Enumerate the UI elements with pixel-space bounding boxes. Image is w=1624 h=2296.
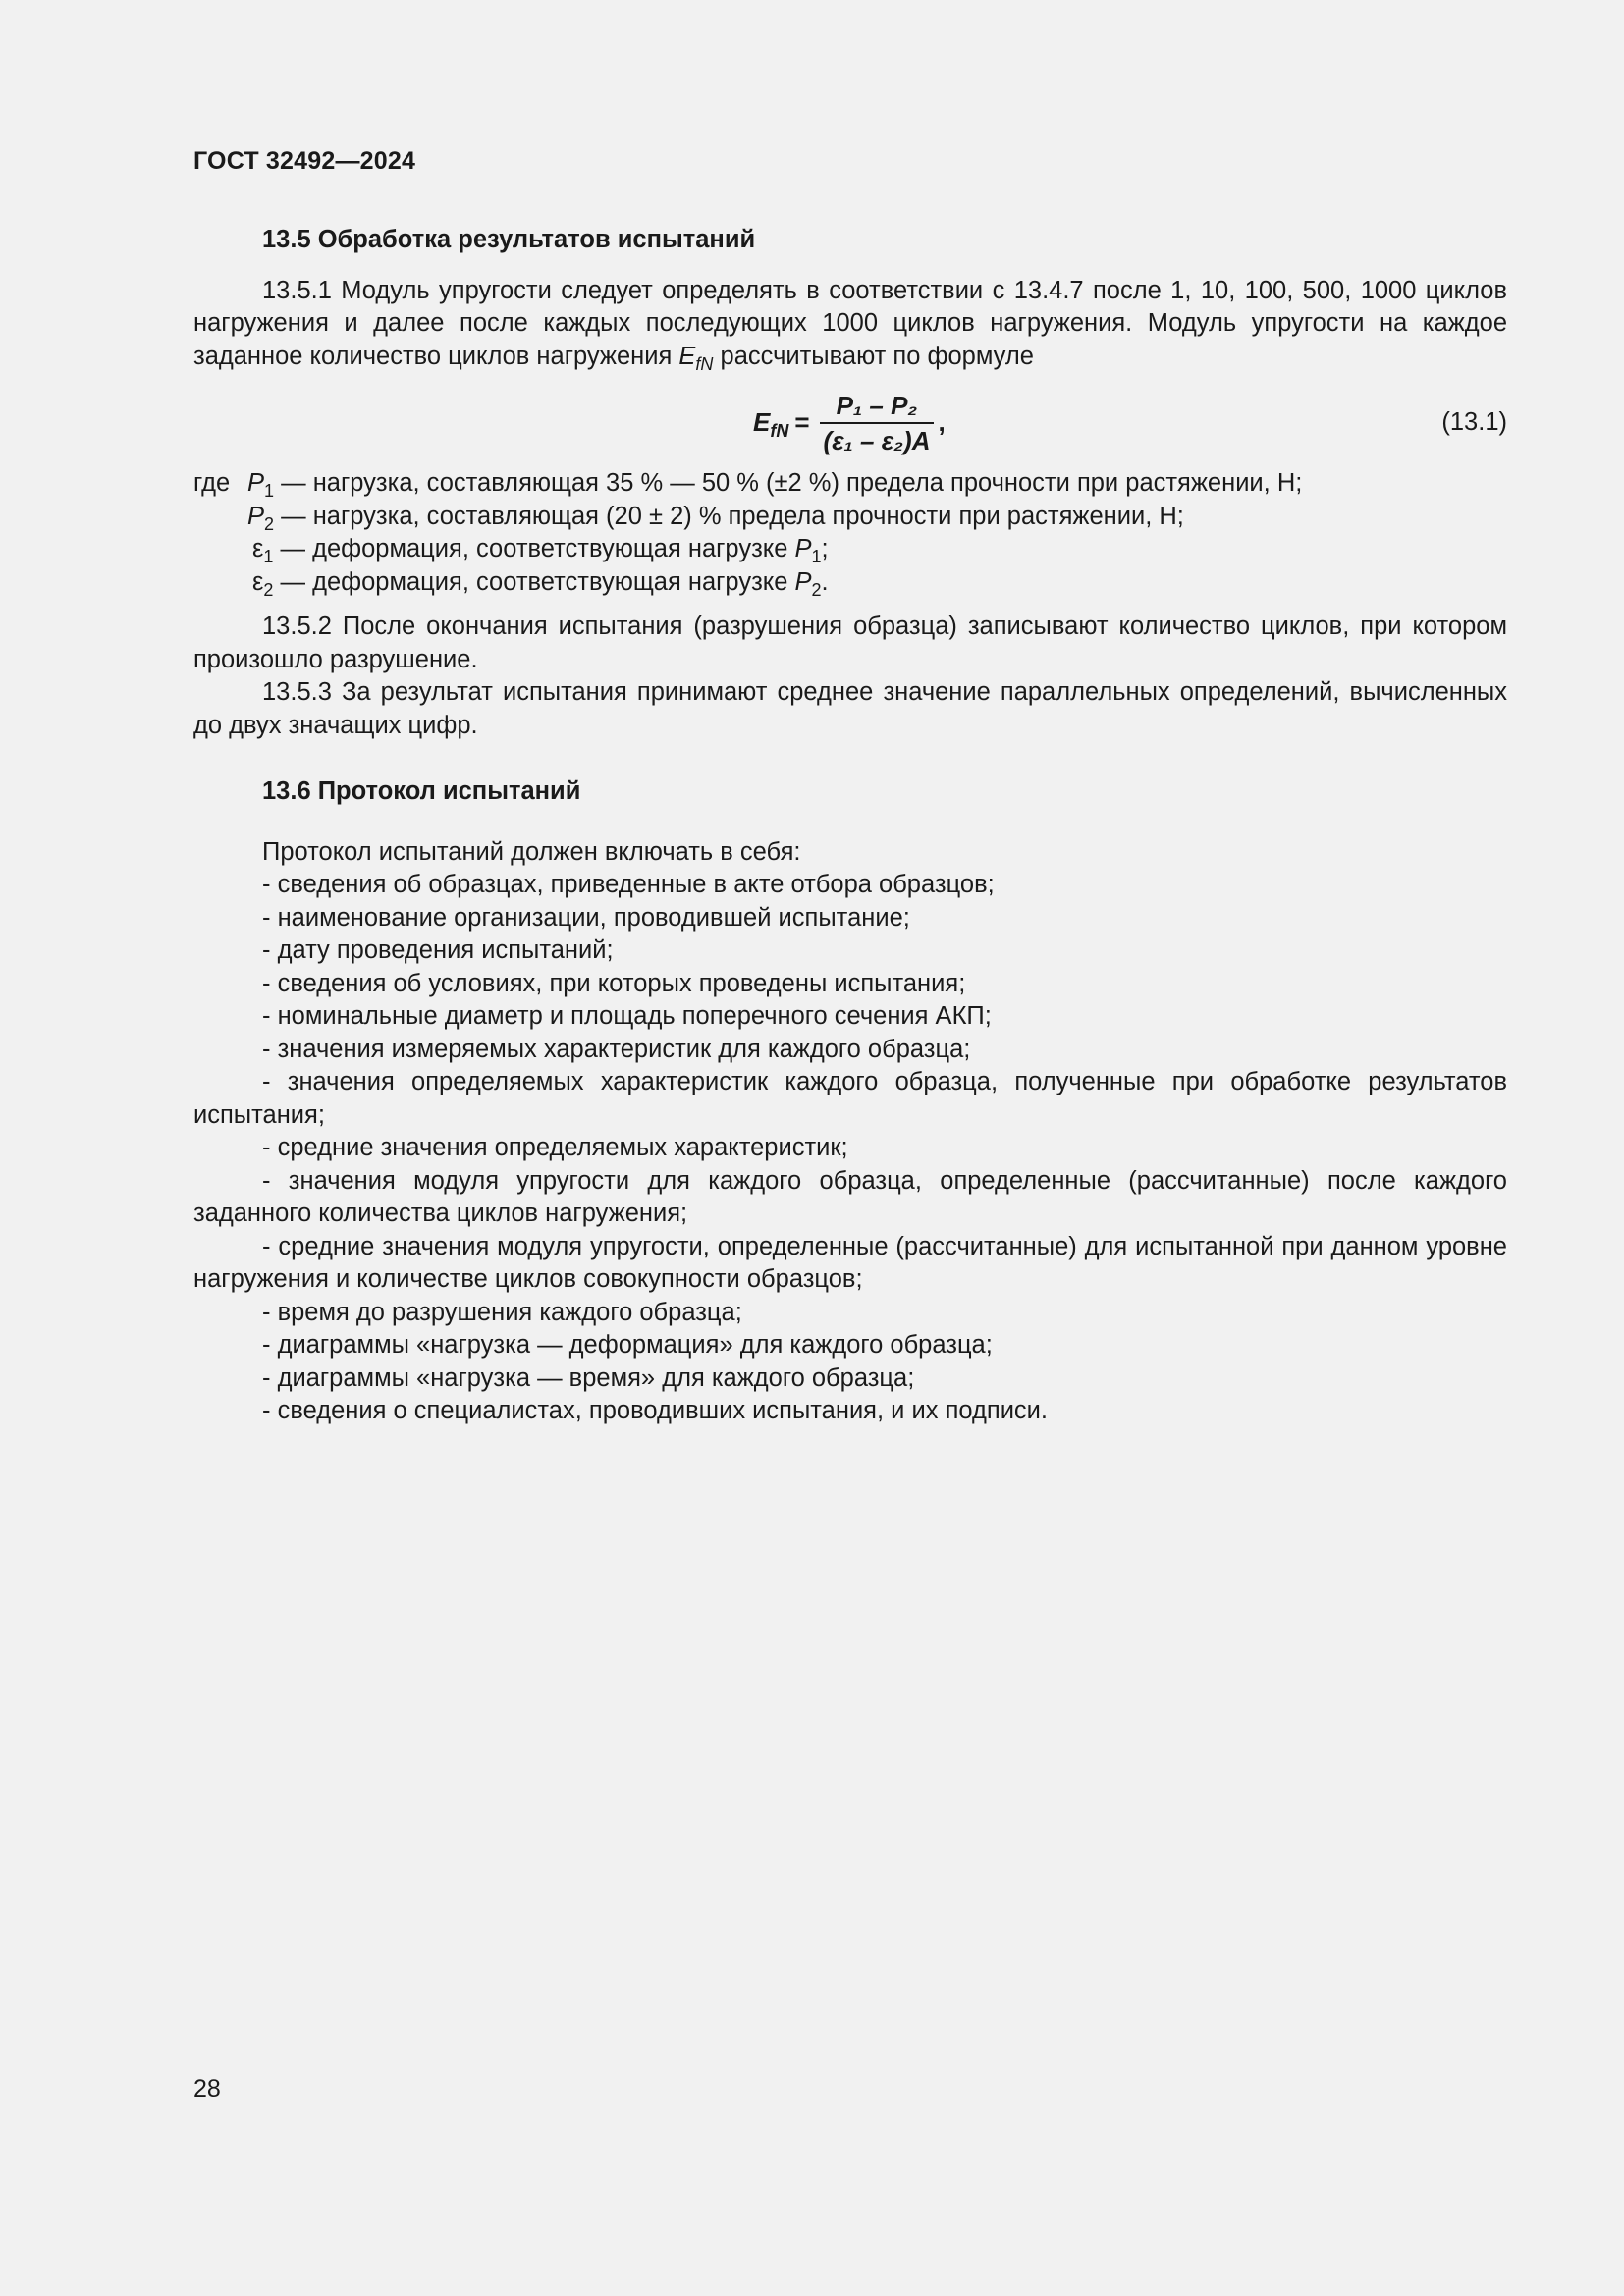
definition-ref: P bbox=[794, 535, 812, 562]
definition-symbol: ε bbox=[252, 567, 264, 596]
definition-p1 bbox=[193, 467, 1507, 501]
list-item: - номинальные диаметр и площадь поперечного сечения АКП; bbox=[262, 1002, 992, 1030]
formula-equals: = bbox=[794, 407, 810, 438]
formula-lhs-symbol: E bbox=[753, 407, 771, 438]
definition-p2 bbox=[193, 501, 1507, 534]
paragraph-13-5-3: 13.5.3 За результат испытания принимают среднее значение параллельных определений, вычисленных до двух значащих цифр. bbox=[193, 678, 1507, 739]
definition-symbol: ε bbox=[252, 535, 264, 562]
formula-fraction bbox=[820, 391, 935, 455]
list-item: - значения модуля упругости для каждого образца, определенные (рассчитанные) после каждого заданного количества циклов нагружения; bbox=[193, 1166, 1507, 1227]
spacer bbox=[193, 599, 1507, 611]
definition-ref-sub: 1 bbox=[811, 547, 822, 566]
page-number: 28 bbox=[193, 2075, 221, 2103]
list-item: - сведения о специалистах, проводивших испытания, и их подписи. bbox=[262, 1397, 1049, 1424]
document-body bbox=[193, 224, 1507, 1428]
paragraph-13-5-1 bbox=[193, 275, 1507, 374]
formula-lhs bbox=[753, 406, 788, 440]
definition-symbol-sub: 2 bbox=[263, 579, 274, 600]
list-item: - средние значения определяемых характеристик; bbox=[262, 1134, 848, 1161]
list-item: - значения определяемых характеристик каждого образца, полученные при обработке результатов испытания; bbox=[193, 1068, 1507, 1129]
paragraph-13-5-1-tail: рассчитывают по формуле bbox=[720, 342, 1034, 370]
definition-end: . bbox=[821, 567, 829, 596]
formula-13-1 bbox=[193, 381, 1507, 465]
definition-e2 bbox=[193, 566, 1507, 600]
formula-lhs-sub: fN bbox=[770, 421, 789, 442]
formula-expression bbox=[753, 381, 946, 465]
formula-numerator: P₁ – P₂ bbox=[836, 391, 918, 420]
list-item: - диаграммы «нагрузка — время» для каждого образца; bbox=[262, 1363, 915, 1392]
list-item: - диаграммы «нагрузка — деформация» для каждого образца; bbox=[262, 1331, 993, 1359]
paragraph-13-5-2: 13.5.2 После окончания испытания (разрушения образца) записывают количество циклов, при котором произошло разрушение. bbox=[193, 613, 1507, 673]
list-item: - время до разрушения каждого образца; bbox=[262, 1298, 742, 1326]
definition-ref: P bbox=[794, 567, 812, 596]
list-item: - средние значения модуля упругости, определенные (рассчитанные) для испытанной при данном уровне нагружения и количестве циклов совокупности образцов; bbox=[193, 1232, 1507, 1293]
definition-text: — деформация, соответствующая нагрузке bbox=[280, 567, 788, 596]
symbol-efn-main: E bbox=[678, 342, 696, 370]
equation-number: (13.1) bbox=[1441, 408, 1507, 436]
list-item: - дату проведения испытаний; bbox=[262, 936, 614, 964]
list-item: - наименование организации, проводившей испытание; bbox=[262, 903, 910, 932]
symbol-efn bbox=[678, 342, 714, 374]
definition-e1 bbox=[193, 533, 1507, 566]
formula-denominator: (ε₁ – ε₂)A bbox=[820, 422, 935, 455]
list-item: - сведения об образцах, приведенные в акте отбора образцов; bbox=[262, 871, 995, 898]
list-item: - значения измеряемых характеристик для каждого образца; bbox=[262, 1035, 971, 1063]
definition-symbol: P bbox=[247, 469, 265, 497]
section-title-13-6: 13.6 Протокол испытаний bbox=[262, 777, 581, 805]
section-title-13-5: 13.5 Обработка результатов испытаний bbox=[262, 226, 756, 253]
definition-symbol-sub: 1 bbox=[263, 547, 274, 566]
definition-text: — нагрузка, составляющая 35 % — 50 % (±2 %) предела прочности при растяжении, Н; bbox=[281, 469, 1303, 497]
formula-comma: , bbox=[938, 407, 946, 438]
document-header: ГОСТ 32492—2024 bbox=[193, 147, 416, 175]
protocol-intro: Протокол испытаний должен включать в себя: bbox=[262, 837, 801, 866]
definition-ref-sub: 2 bbox=[811, 579, 822, 600]
definition-symbol-sub: 1 bbox=[264, 481, 275, 501]
definition-symbol: P bbox=[247, 502, 265, 530]
definition-symbol-sub: 2 bbox=[264, 513, 275, 534]
definition-text: — нагрузка, составляющая (20 ± 2) % предела прочности при растяжении, Н; bbox=[281, 502, 1184, 530]
symbol-efn-sub: fN bbox=[695, 353, 714, 374]
definition-text: — деформация, соответствующая нагрузке bbox=[280, 535, 788, 562]
paragraph-13-5-1-text: 13.5.1 Модуль упругости следует определять в соответствии с 13.4.7 после 1, 10, 100, 500, 1000 циклов нагружения и далее после каждых последующих 1000 циклов нагружения. Модуль упругости на каждое заданное количество циклов нагружения bbox=[193, 276, 1507, 370]
list-item: - сведения об условиях, при которых проведены испытания; bbox=[262, 969, 966, 997]
definition-end: ; bbox=[821, 535, 829, 562]
where-label: где bbox=[193, 469, 231, 497]
